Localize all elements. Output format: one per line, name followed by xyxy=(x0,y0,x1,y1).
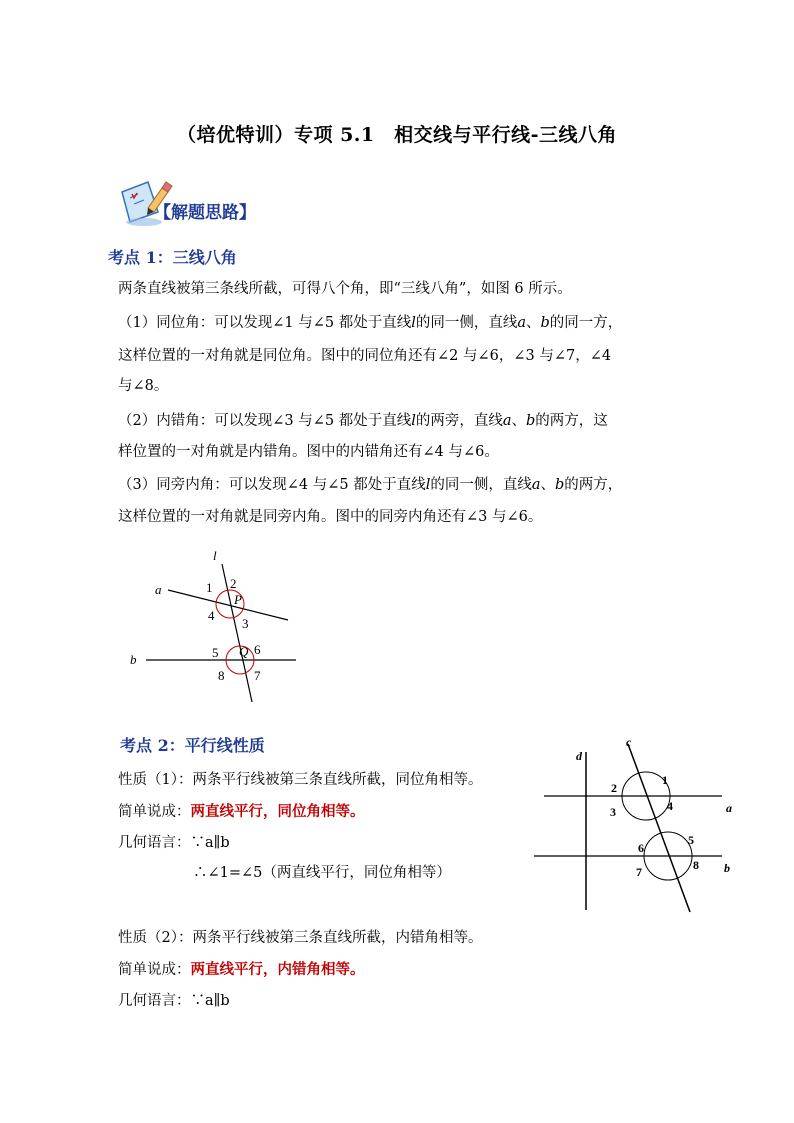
line-a xyxy=(168,590,288,620)
prop1-geo1: 几何语言：∵a∥b xyxy=(118,835,230,851)
angle-label-8: 8 xyxy=(693,858,699,872)
angle-label-7: 7 xyxy=(636,865,642,879)
angle-label-4: 4 xyxy=(667,799,673,813)
angle-label-2: 2 xyxy=(611,781,617,795)
line-c xyxy=(628,744,690,912)
p1-line3: 与∠8。 xyxy=(118,378,169,394)
angle-label-1: 1 xyxy=(206,580,213,595)
angle-label-2: 2 xyxy=(230,576,237,591)
angle-label-6: 6 xyxy=(638,841,644,855)
var-a: a xyxy=(517,315,526,331)
var-l: l xyxy=(425,477,431,493)
angle-label-5: 5 xyxy=(688,833,694,847)
p2-line1: （2）内错角：可以发现∠3 与∠5 都处于直线l的两旁，直线a、b的两方，这 xyxy=(118,413,608,429)
var-a: a xyxy=(531,477,541,493)
line-l xyxy=(222,564,252,702)
label-c: c xyxy=(626,735,632,749)
solution-idea-banner xyxy=(118,178,288,230)
prop2-statement: 性质（2）：两条平行线被第三条直线所截，内错角相等。 xyxy=(118,930,483,946)
angle-label-6: 6 xyxy=(254,642,261,657)
prop2-simple: 简单说成：两直线平行，内错角相等。 xyxy=(118,961,365,978)
angle-label-8: 8 xyxy=(218,668,225,683)
label-a: a xyxy=(726,801,732,815)
angle-label-1: 1 xyxy=(662,773,668,787)
var-l: l xyxy=(411,413,416,429)
label-p: P xyxy=(234,592,242,607)
three-lines-eight-angles-figure xyxy=(120,540,320,710)
prop1-simple: 简单说成：两直线平行，同位角相等。 xyxy=(118,803,365,820)
angle-label-4: 4 xyxy=(208,608,215,623)
angle-label-7: 7 xyxy=(254,668,261,683)
label-q: Q xyxy=(239,644,249,659)
p1-line2: 这样位置的一对角就是同位角。图中的同位角还有∠2 与∠6，∠3 与∠7，∠4 xyxy=(118,348,612,364)
p3-line2: 这样位置的一对角就是同旁内角。图中的同旁内角还有∠3 与∠6。 xyxy=(118,509,543,525)
label-b: b xyxy=(130,652,137,667)
prop1-simple-rule: 两直线平行，同位角相等。 xyxy=(190,803,365,820)
var-b: b xyxy=(526,413,536,429)
label-d: d xyxy=(576,749,582,763)
p2-line2: 样位置的一对角就是内错角。图中的内错角还有∠4 与∠6。 xyxy=(118,444,499,460)
var-b: b xyxy=(555,477,565,493)
prop2-simple-rule: 两直线平行，内错角相等。 xyxy=(190,961,365,978)
angle-label-3: 3 xyxy=(242,616,249,631)
p3-line1: （3）同旁内角：可以发现∠4 与∠5 都处于直线l的同一侧，直线a、b的两方， xyxy=(118,477,623,493)
parallel-lines-figure xyxy=(528,734,744,918)
section2-heading: 考点 2：平行线性质 xyxy=(120,736,265,755)
angle-label-3: 3 xyxy=(610,805,616,819)
section1-intro: 两条直线被第三条线所截，可得八个角，即“三线八角”，如图 6 所示。 xyxy=(118,281,572,297)
label-a: a xyxy=(155,582,162,597)
label-l: l xyxy=(213,548,217,563)
prop2-geo1: 几何语言：∵a∥b xyxy=(118,993,230,1009)
p1-line1: （1）同位角：可以发现∠1 与∠5 都处于直线l的同一侧，直线a、b的同一方， xyxy=(118,315,623,331)
section1-heading: 考点 1：三线八角 xyxy=(108,248,237,267)
var-a: a xyxy=(502,413,512,429)
page-title: （培优特训）专项 5.1 相交线与平行线-三线八角 xyxy=(176,124,618,146)
label-b: b xyxy=(724,861,730,875)
prop1-geo2: ∴∠1=∠5（两直线平行，同位角相等） xyxy=(193,865,451,881)
angle-label-5: 5 xyxy=(212,645,219,660)
banner-label: 【解题思路】 xyxy=(154,203,256,223)
prop1-statement: 性质（1）：两条平行线被第三条直线所截，同位角相等。 xyxy=(118,772,483,788)
var-l: l xyxy=(411,315,416,331)
var-b: b xyxy=(540,315,550,331)
